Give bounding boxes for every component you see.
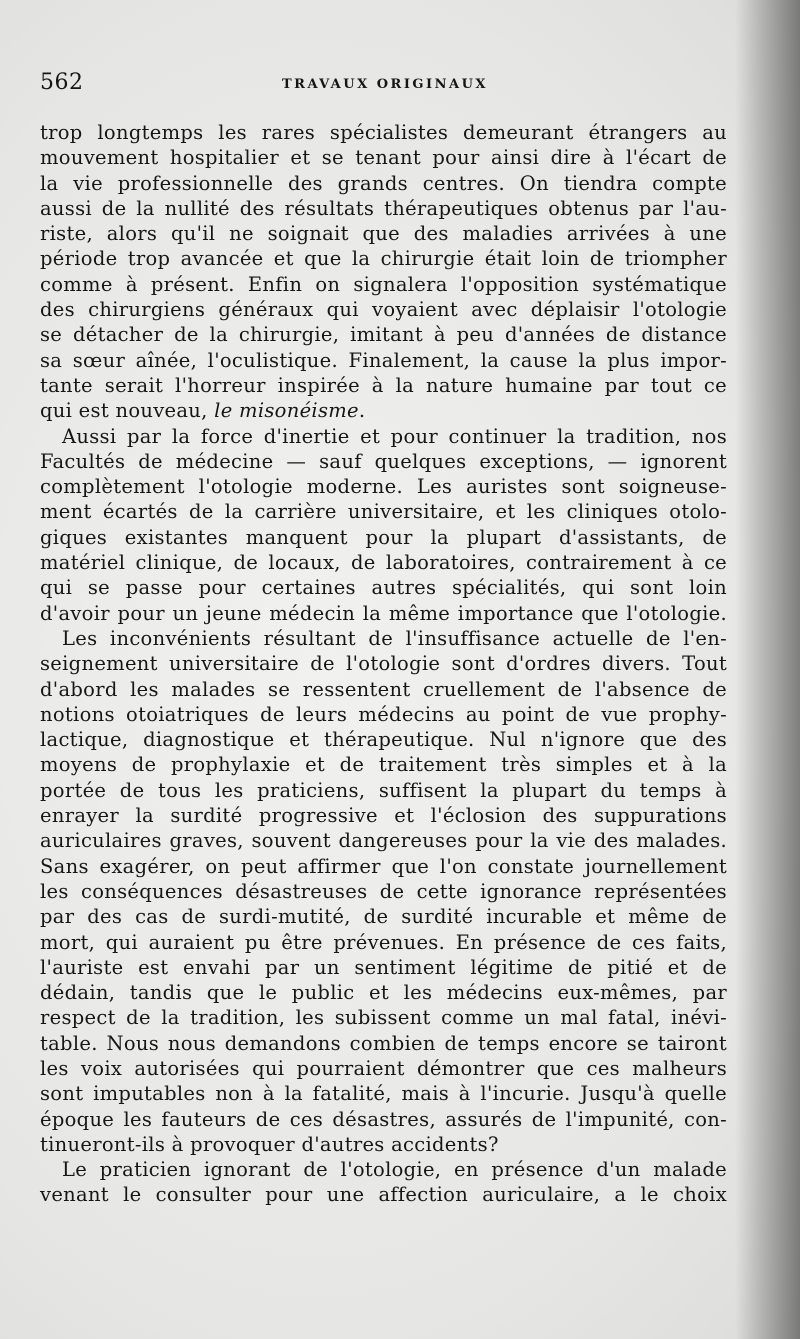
text-line: la vie professionnelle des grands centres. On tiendra compte [40, 171, 727, 195]
text-line [40, 398, 727, 423]
paragraph [40, 626, 727, 1157]
text-line: Facultés de médecine — sauf quelques exceptions, — ignorent [40, 449, 727, 473]
text-line: tante serait l'horreur inspirée à la nature humaine par tout ce [40, 373, 727, 397]
body-text [40, 120, 727, 1208]
paragraph [40, 120, 727, 424]
text-line: notions otoiatriques de leurs médecins au point de vue prophy- [40, 702, 727, 726]
text-line: trop longtemps les rares spécialistes demeurant étrangers au [40, 121, 727, 144]
text-line: comme à présent. Enfin on signalera l'opposition systématique [40, 272, 727, 296]
text-line: portée de tous les praticiens, suffisent la plupart du temps à [40, 778, 727, 802]
text-line: époque les fauteurs de ces désastres, assurés de l'impunité, con- [40, 1107, 727, 1131]
paragraph [40, 1157, 727, 1208]
text-line: les conséquences désastreuses de cette ignorance représentées [40, 879, 727, 903]
paragraph [40, 424, 727, 626]
page-header [40, 70, 730, 100]
text-line: qui se passe pour certaines autres spécialités, qui sont loin [40, 576, 727, 600]
text-line: dédain, tandis que le public et les médecins eux-mêmes, par [40, 981, 727, 1005]
page-number: 562 [40, 70, 84, 95]
text-line: sont imputables non à la fatalité, mais à l'incurie. Jusqu'à quelle [40, 1082, 727, 1106]
text-line: ment écartés de la carrière universitaire, et les cliniques otolo- [40, 500, 727, 524]
text-line: période trop avancée et que la chirurgie était loin de triompher [40, 247, 727, 271]
text-line: riste, alors qu'il ne soignait que des maladies arrivées à une [40, 222, 727, 246]
text-line: d'abord les malades se ressentent cruellement de l'absence de [40, 677, 727, 701]
text-line: mort, qui auraient pu être prévenues. En présence de ces faits, [40, 930, 727, 954]
text-line: Sans exagérer, on peut affirmer que l'on constate journellement [40, 854, 727, 878]
text-line: matériel clinique, de locaux, de laboratoires, contrairement à ce [40, 551, 727, 575]
text-line: Aussi par la force d'inertie et pour continuer la tradition, nos [62, 424, 727, 448]
text-line: les voix autorisées qui pourraient démontrer que ces malheurs [40, 1056, 727, 1080]
text-line: tinueront-ils à provoquer d'autres accidents? [40, 1132, 499, 1156]
text-line: complètement l'otologie moderne. Les auristes sont soigneuse- [40, 475, 727, 499]
text-line: respect de la tradition, les subissent comme un mal fatal, inévi- [40, 1006, 727, 1030]
text-run: qui est nouveau, [40, 399, 215, 423]
text-line: moyens de prophylaxie et de traitement très simples et à la [40, 753, 727, 777]
text-line: auriculaires graves, souvent dangereuses pour la vie des malades. [40, 829, 727, 853]
text-line: d'avoir pour un jeune médecin la même importance que l'otologie. [40, 601, 727, 625]
text-line: giques existantes manquent pour la plupart d'assistants, de [40, 525, 727, 549]
text-line: des chirurgiens généraux qui voyaient avec déplaisir l'otologie [40, 298, 727, 322]
text-line: l'auriste est envahi par un sentiment légitime de pitié et de [40, 955, 727, 979]
text-line: se détacher de la chirurgie, imitant à peu d'années de distance [40, 323, 727, 347]
text-line: seignement universitaire de l'otologie sont d'ordres divers. Tout [40, 652, 727, 676]
text-line: Les inconvénients résultant de l'insuffisance actuelle de l'en- [62, 626, 727, 650]
text-line: lactique, diagnostique et thérapeutique. Nul n'ignore que des [40, 728, 727, 752]
text-line: sa sœur aînée, l'oculistique. Finalement, la cause la plus impor- [40, 348, 727, 372]
text-line: Le praticien ignorant de l'otologie, en présence d'un malade [62, 1158, 727, 1182]
text-line: enrayer la surdité progressive et l'éclosion des suppurations [40, 804, 727, 828]
text-line: table. Nous nous demandons combien de temps encore se tairont [40, 1031, 727, 1055]
text-line: aussi de la nullité des résultats thérapeutiques obtenus par l'au- [40, 196, 727, 220]
text-line: venant le consulter pour une affection auriculaire, a le choix [40, 1183, 727, 1207]
text-line: mouvement hospitalier et se tenant pour ainsi dire à l'écart de [40, 146, 727, 170]
text-run: . [358, 399, 366, 423]
running-head: TRAVAUX ORIGINAUX [281, 77, 488, 92]
text-line: par des cas de surdi-mutité, de surdité incurable et même de [40, 905, 727, 929]
italic-term: le misonéisme [214, 399, 359, 423]
